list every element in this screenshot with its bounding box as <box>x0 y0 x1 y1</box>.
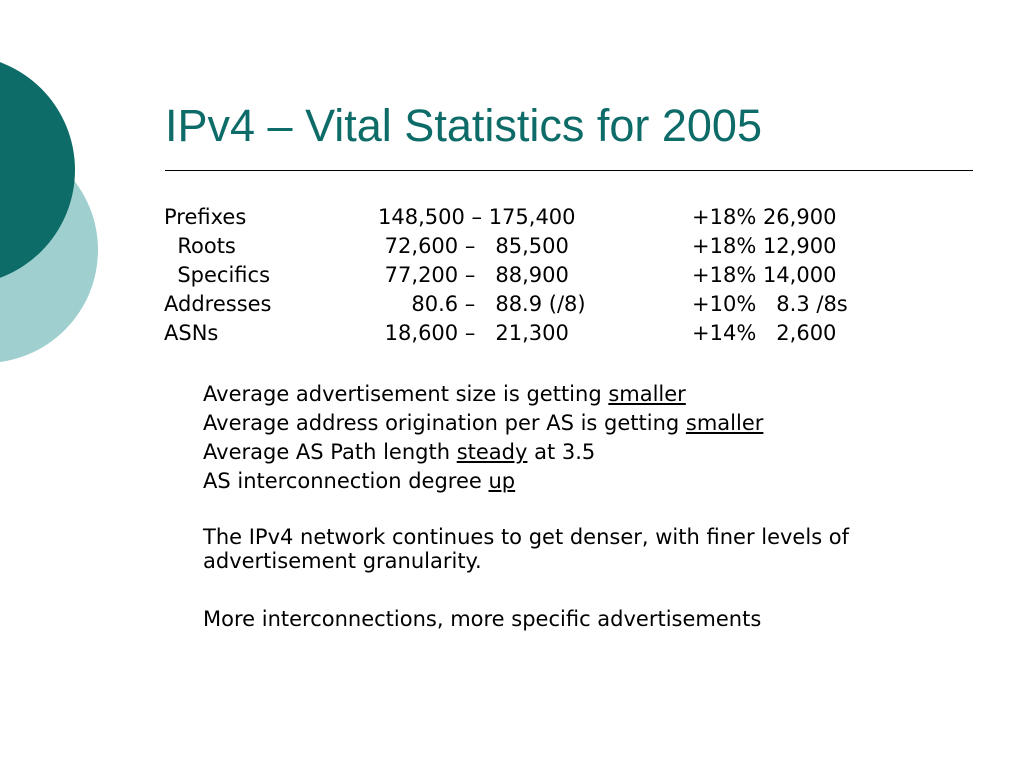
stats-label: Addresses <box>164 292 272 316</box>
stats-growth: +18% 26,900 <box>692 205 837 229</box>
observation-text: AS interconnection degree <box>203 469 489 493</box>
statistics-table <box>164 205 848 350</box>
stats-label: ASNs <box>164 321 219 345</box>
stats-growth: +18% 12,900 <box>692 234 837 258</box>
observation-item <box>203 438 963 467</box>
summary-paragraph: The IPv4 network continues to get denser, with finer levels of advertisement granularity. <box>203 525 850 573</box>
stats-row-addresses <box>164 292 848 321</box>
stats-range: 80.6 – 88.9 (/8) <box>378 292 586 316</box>
stats-row-asns <box>164 321 837 350</box>
stats-growth: +14% 2,600 <box>692 321 837 345</box>
decorative-circles <box>0 0 120 420</box>
observation-item <box>203 467 963 496</box>
observation-text: Average AS Path length <box>203 440 457 464</box>
observation-emphasis: up <box>488 469 516 493</box>
observation-text: Average advertisement size is getting <box>203 382 609 406</box>
stats-range: 72,600 – 85,500 <box>378 234 569 258</box>
observation-item <box>203 380 963 409</box>
stats-growth: +10% 8.3 /8s <box>692 292 848 316</box>
stats-label: Specifics <box>164 263 271 287</box>
stats-growth: +18% 14,000 <box>692 263 837 287</box>
stats-label: Prefixes <box>164 205 247 229</box>
stats-range: 18,600 – 21,300 <box>378 321 569 345</box>
stats-label: Roots <box>164 234 236 258</box>
stats-row-prefixes <box>164 205 837 234</box>
stats-range: 77,200 – 88,900 <box>378 263 569 287</box>
stats-row-roots <box>164 234 837 263</box>
title-divider <box>165 170 973 171</box>
observation-emphasis: smaller <box>608 382 686 406</box>
observation-emphasis: smaller <box>685 411 764 435</box>
conclusion-paragraph: More interconnections, more specific advertisements <box>203 607 762 631</box>
slide-title: IPv4 – Vital Statistics for 2005 <box>165 100 762 151</box>
stats-row-specifics <box>164 263 837 292</box>
observation-item <box>203 409 963 438</box>
observation-suffix: at 3.5 <box>527 440 596 464</box>
stats-range: 148,500 – 175,400 <box>378 205 576 229</box>
observation-text: Average address origination per AS is getting <box>203 411 686 435</box>
observations-block <box>203 380 963 631</box>
observation-emphasis: steady <box>456 440 528 464</box>
